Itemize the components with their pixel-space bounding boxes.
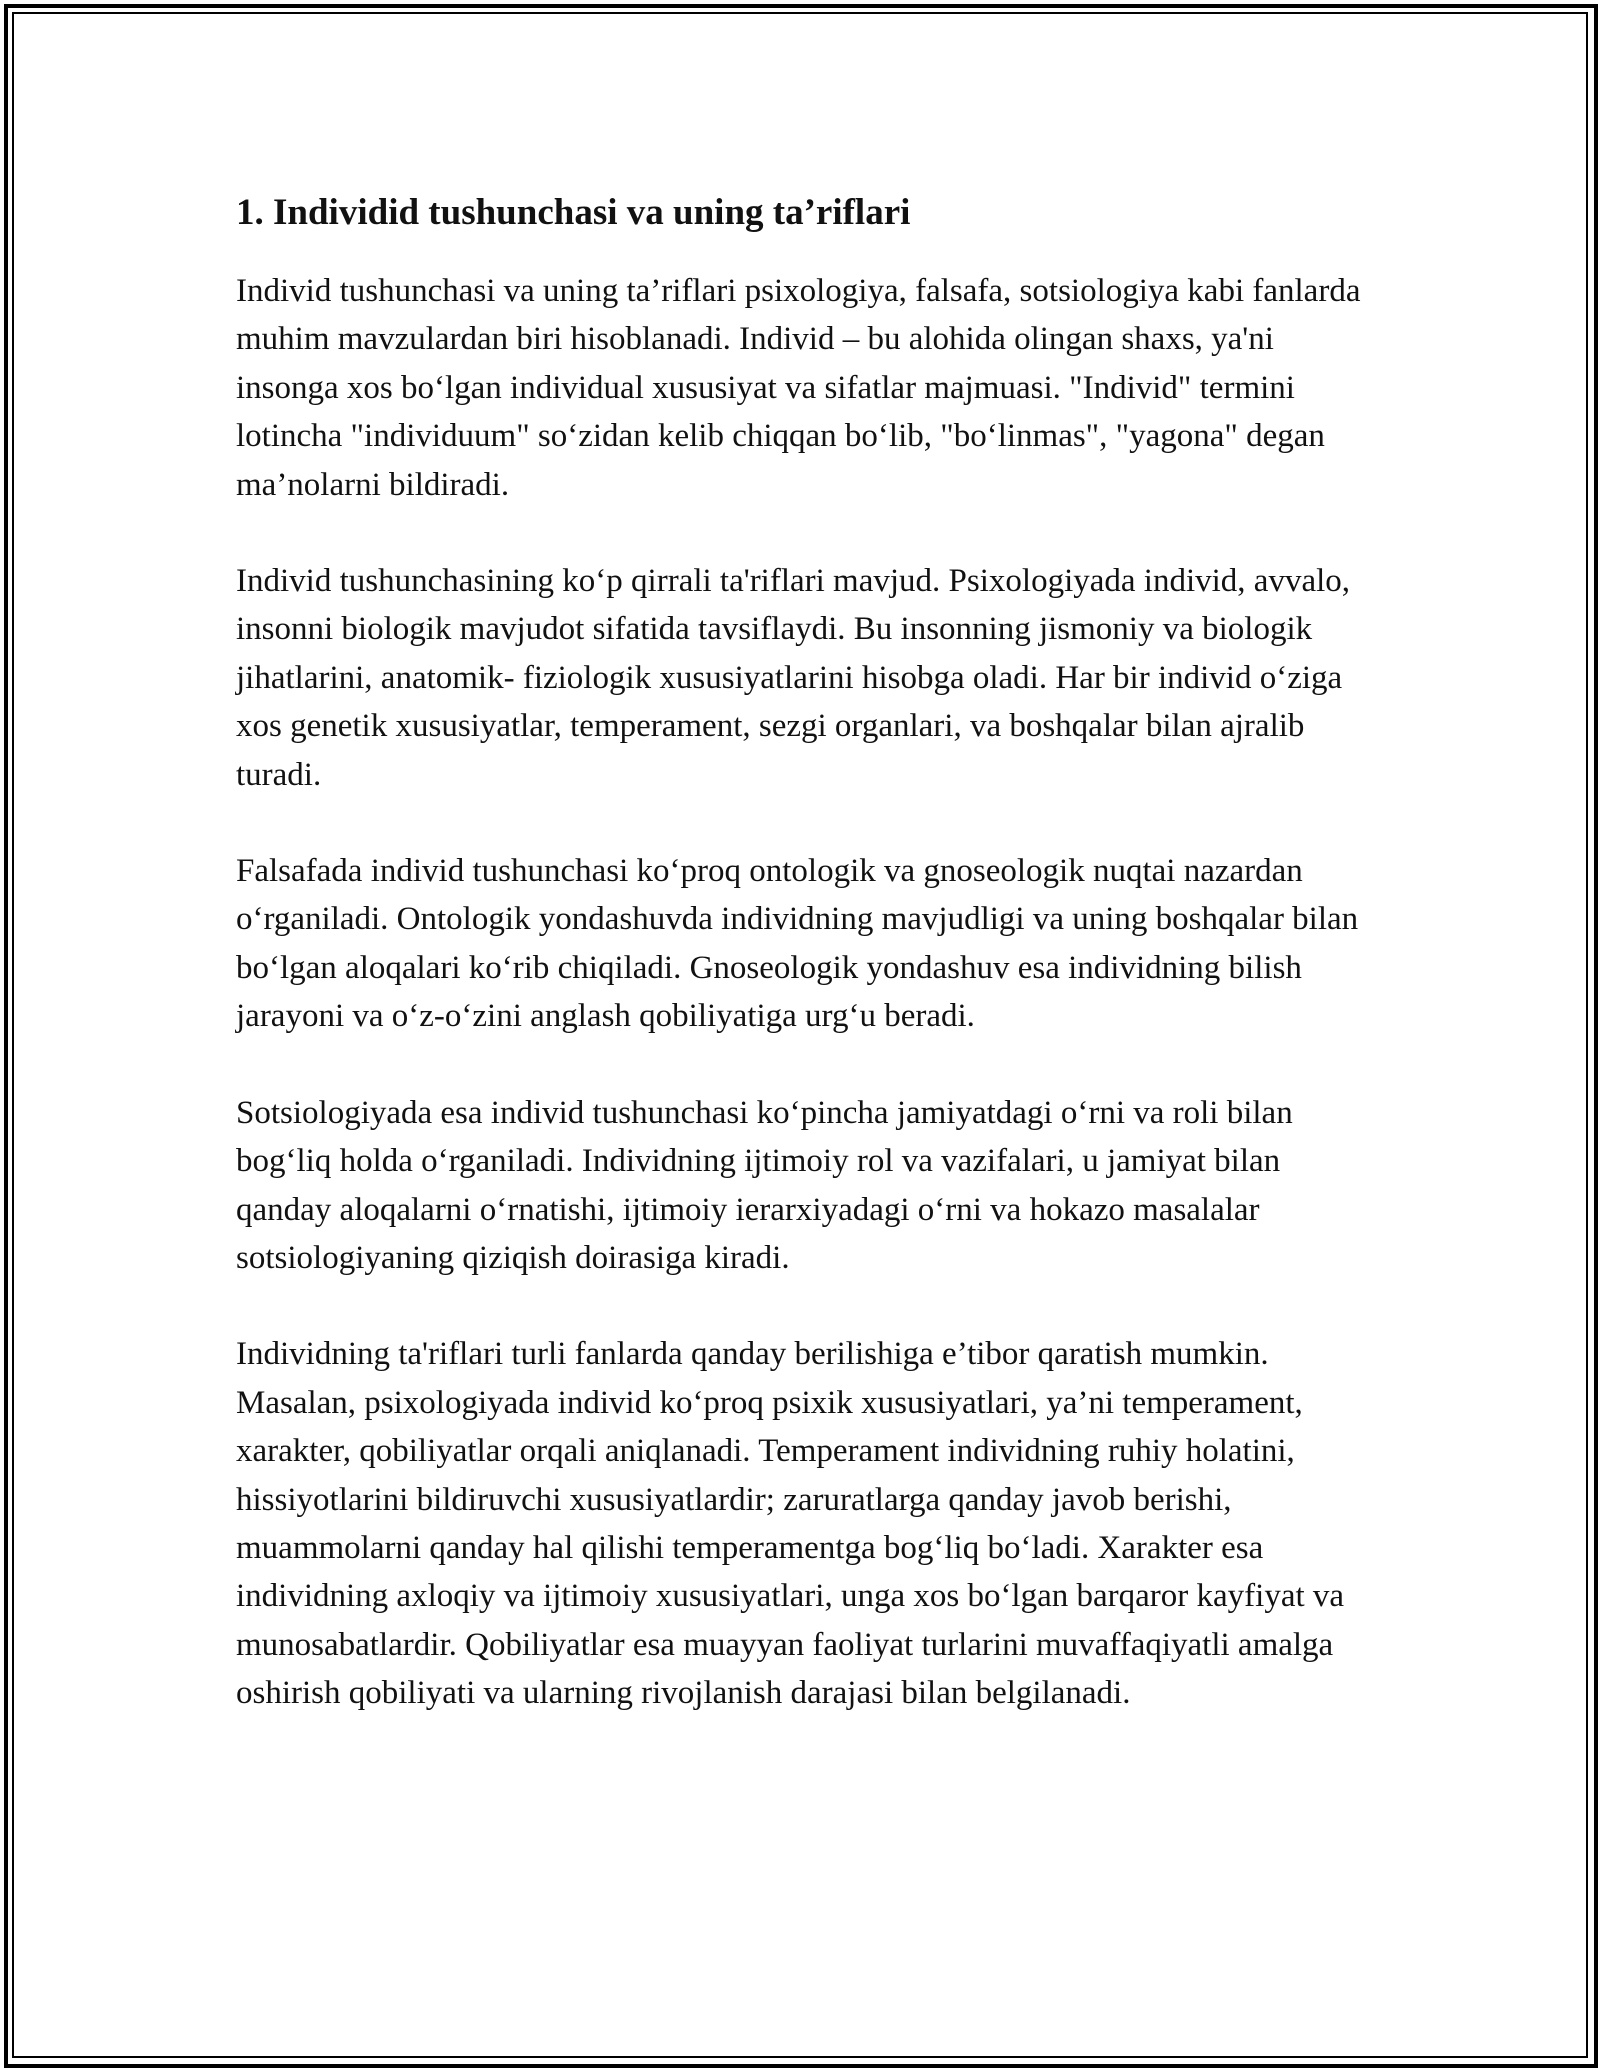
paragraph-2: Individ tushunchasining ko‘p qirrali ta'riflari mavjud. Psixologiyada individ, avvalo, insonni biologik mavjudot sifatida tavsiflaydi. Bu insonning jismoniy va biologik jihatlarini, anatomik- fiziologik xususiyatlarini hisobga oladi. Har bir individ o‘ziga xos genetik xususiyatlar, temperament, sezgi organlari, va boshqalar bilan ajralib turadi.: [236, 563, 1351, 793]
section-heading: 1. Individid tushunchasi va uning ta’riflari: [236, 192, 911, 233]
paragraph-3: Falsafada individ tushunchasi ko‘proq ontologik va gnoseologik nuqtai nazardan o‘rganiladi. Ontologik yondashuvda individning mavjudligi va uning boshqalar bilan bo‘lgan aloqalari ko‘rib chiqiladi. Gnoseologik yondashuv esa individning bilish jarayoni va o‘z-o‘zini anglash qobiliyatiga urg‘u beradi.: [236, 853, 1359, 1035]
paragraph-1: Individ tushunchasi va uning ta’riflari psixologiya, falsafa, sotsiologiya kabi fanlarda muhim mavzulardan biri hisoblanadi. Individ – bu alohida olingan shaxs, ya'ni insonga xos bo‘lgan individual xususiyat va sifatlar majmuasi. "Individ" termini lotincha "individuum" so‘zidan kelib chiqqan bo‘lib, "bo‘linmas", "yagona" degan ma’nolarni bildiradi.: [236, 273, 1361, 503]
paragraph-5: Individning ta'riflari turli fanlarda qanday berilishiga e’tibor qaratish mumkin. Masalan, psixologiyada individ ko‘proq psixik xususiyatlari, ya’ni temperament, xarakter, qobiliyatlar orqali aniqlanadi. Temperament individning ruhiy holatini, hissiyotlarini bildiruvchi xususiyatlardir; zaruratlarga qanday javob berishi, muammolarni qanday hal qilishi temperamentga bog‘liq bo‘ladi. Xarakter esa individning axloqiy va ijtimoiy xususiyatlari, unga xos bo‘lgan barqaror kayfiyat va munosabatlardir. Qobiliyatlar esa muayyan faoliyat turlarini muvaffaqiyatli amalga oshirish qobiliyati va ularning rivojlanish darajasi bilan belgilanadi.: [236, 1336, 1345, 1712]
paragraph-4: Sotsiologiyada esa individ tushunchasi ko‘pincha jamiyatdagi o‘rni va roli bilan bog‘liq holda o‘rganiladi. Individning ijtimoiy rol va vazifalari, u jamiyat bilan qanday aloqalarni o‘rnatishi, ijtimoiy ierarxiyadagi o‘rni va hokazo masalalar sotsiologiyaning qiziqish doirasiga kiradi.: [236, 1094, 1293, 1276]
document-body: [236, 187, 1376, 1766]
